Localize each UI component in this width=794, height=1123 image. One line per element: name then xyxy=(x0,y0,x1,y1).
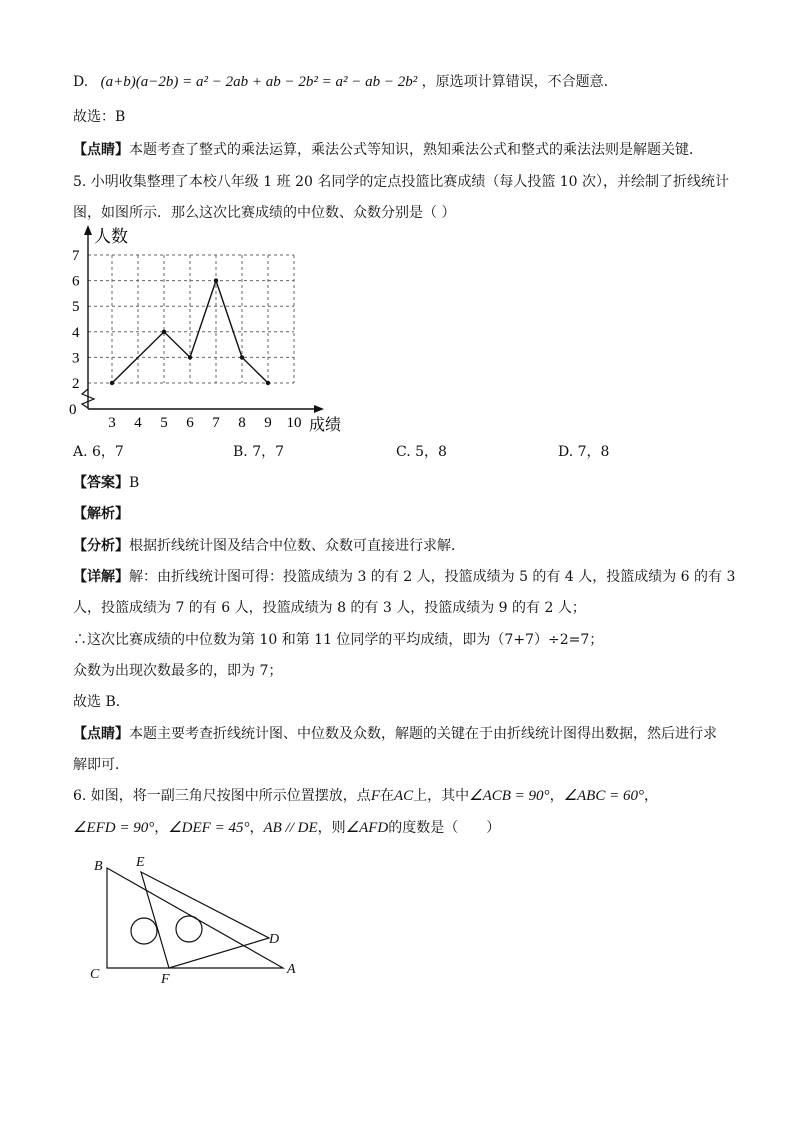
q6-stem-line2 xyxy=(73,818,500,838)
y-tick-label: 5 xyxy=(72,299,80,316)
x-tick-label: 3 xyxy=(108,415,116,431)
stem-text: 在 xyxy=(379,788,394,804)
parallel-relation: AB // DE xyxy=(263,820,318,836)
comment-text: 本题考查了整式的乘法运算，乘法公式等知识，熟知乘法公式和整式的乘法法则是解题关键． xyxy=(129,142,703,158)
label-c: C xyxy=(90,967,100,982)
stem-text: ，则 xyxy=(317,820,346,836)
q5-comment-line2: 解即可． xyxy=(73,757,129,773)
q4-comment xyxy=(73,140,703,160)
data-point xyxy=(162,330,166,334)
label-b: B xyxy=(94,859,103,874)
x-axis-label: 成绩 xyxy=(309,415,342,434)
q5-answer xyxy=(73,473,139,493)
stem-text: 6. 如图，将一副三角尺按图中所示位置摆放，点 xyxy=(73,788,371,804)
angle-def: ∠DEF = 45° xyxy=(168,820,250,836)
x-tick-label: 5 xyxy=(160,415,168,431)
y-tick-label: 2 xyxy=(72,376,80,392)
comment-tag: 【点睛】 xyxy=(73,142,129,158)
q4-choose: 故选：B xyxy=(73,109,126,125)
data-point xyxy=(214,278,218,282)
stem-text: ， xyxy=(643,788,658,804)
x-tick-label: 6 xyxy=(186,415,194,431)
x-tick-label: 10 xyxy=(286,415,302,431)
answer-tag: 【答案】 xyxy=(73,475,129,491)
angle-afd: ∠AFD xyxy=(345,820,389,836)
stem-text: ， xyxy=(249,820,264,836)
data-point xyxy=(266,381,270,385)
hole-circle xyxy=(131,918,157,944)
q5-stem-line2: 图，如图所示．那么这次比赛成绩的中位数、众数分别是（ ） xyxy=(73,205,456,221)
stem-text: ， xyxy=(549,788,564,804)
y-tick-label: 6 xyxy=(72,273,80,290)
angle-acb: ∠ACB = 90° xyxy=(469,788,550,804)
q5-option-a: A. 6，7 xyxy=(73,444,124,460)
q5-detail-line3: ∴这次比赛成绩的中位数为第 10 和第 11 位同学的平均成绩，即为（7+7）÷2=7； xyxy=(73,632,604,648)
x-tick-label: 7 xyxy=(212,415,220,431)
chart-ticks xyxy=(72,248,302,431)
option-label: D. xyxy=(73,74,89,90)
comment-text: 本题主要考查折线统计图、中位数及众数，解题的关键在于由折线统计图得出数据，然后进行求 xyxy=(129,726,717,742)
y-axis-arrow xyxy=(84,225,92,235)
q5-option-d: D. 7，8 xyxy=(558,444,610,460)
comment-tag: 【点睛】 xyxy=(73,726,129,742)
x-axis-arrow xyxy=(314,405,324,413)
chart-grid xyxy=(88,255,294,383)
y-tick-label: 3 xyxy=(72,350,80,367)
q5-fenxi xyxy=(73,536,465,556)
x-tick-label: 8 xyxy=(238,415,246,431)
q5-line-chart xyxy=(60,220,360,435)
q5-choose: 故选 B． xyxy=(73,694,130,710)
q5-option-b: B. 7，7 xyxy=(233,444,285,460)
stem-text: 的度数是（ ） xyxy=(388,820,501,836)
label-d: D xyxy=(269,932,280,947)
fenxi-text: 根据折线统计图及结合中位数、众数可直接进行求解． xyxy=(129,538,465,554)
q5-comment-line1 xyxy=(73,724,717,744)
label-e: E xyxy=(136,855,145,870)
triangle-efd xyxy=(141,872,269,968)
q5-option-c: C. 5，8 xyxy=(396,444,447,460)
origin-label: 0 xyxy=(69,402,77,418)
option-d-text: ，原选项计算错误，不合题意． xyxy=(421,74,618,90)
stem-text: 上，其中 xyxy=(413,788,470,804)
segment-ac: AC xyxy=(393,788,414,804)
x-tick-label: 4 xyxy=(134,415,142,431)
label-a: A xyxy=(287,962,296,977)
q5-detail-line2: 人，投篮成绩为 7 的有 6 人，投篮成绩为 8 的有 3 人，投篮成绩为 9 的有 2 人； xyxy=(73,600,586,616)
detail-tag: 【详解】 xyxy=(73,569,129,585)
point-f: F xyxy=(370,788,380,804)
detail-text: 解：由折线统计图可得：投篮成绩为 3 的有 2 人，投篮成绩为 5 的有 4 人，投篮成绩为 6 的有 3 xyxy=(129,569,736,585)
q6-triangle-figure xyxy=(85,850,325,990)
analysis-tag: 【解析】 xyxy=(73,506,129,522)
hole-circle xyxy=(176,916,202,942)
label-f: F xyxy=(161,972,170,987)
q6-stem-line1 xyxy=(73,786,658,806)
y-tick-label: 7 xyxy=(72,248,80,264)
stem-text: ， xyxy=(154,820,169,836)
y-axis-label: 人数 xyxy=(94,227,128,247)
q5-stem-line1: 5. 小明收集整理了本校八年级 1 班 20 名同学的定点投篮比赛成绩（每人投篮 10 次），并绘制了折线统计 xyxy=(73,174,730,190)
data-point xyxy=(240,355,244,359)
q5-detail-line4: 众数为出现次数最多的，即为 7； xyxy=(73,663,283,679)
data-point xyxy=(188,355,192,359)
angle-abc: ∠ABC = 60° xyxy=(563,788,644,804)
data-point xyxy=(110,381,114,385)
q5-analysis-tag xyxy=(73,504,129,524)
option-d-math: (a+b)(a−2b) = a² − 2ab + ab − 2b² = a² − ab − 2b² xyxy=(100,74,418,90)
angle-efd: ∠EFD = 90° xyxy=(73,820,155,836)
q4-option-d xyxy=(73,72,618,92)
y-tick-label: 4 xyxy=(72,324,80,341)
x-tick-label: 9 xyxy=(264,415,272,431)
q5-detail-line1 xyxy=(73,567,735,587)
answer-value: B xyxy=(129,475,140,491)
fenxi-tag: 【分析】 xyxy=(73,538,129,554)
